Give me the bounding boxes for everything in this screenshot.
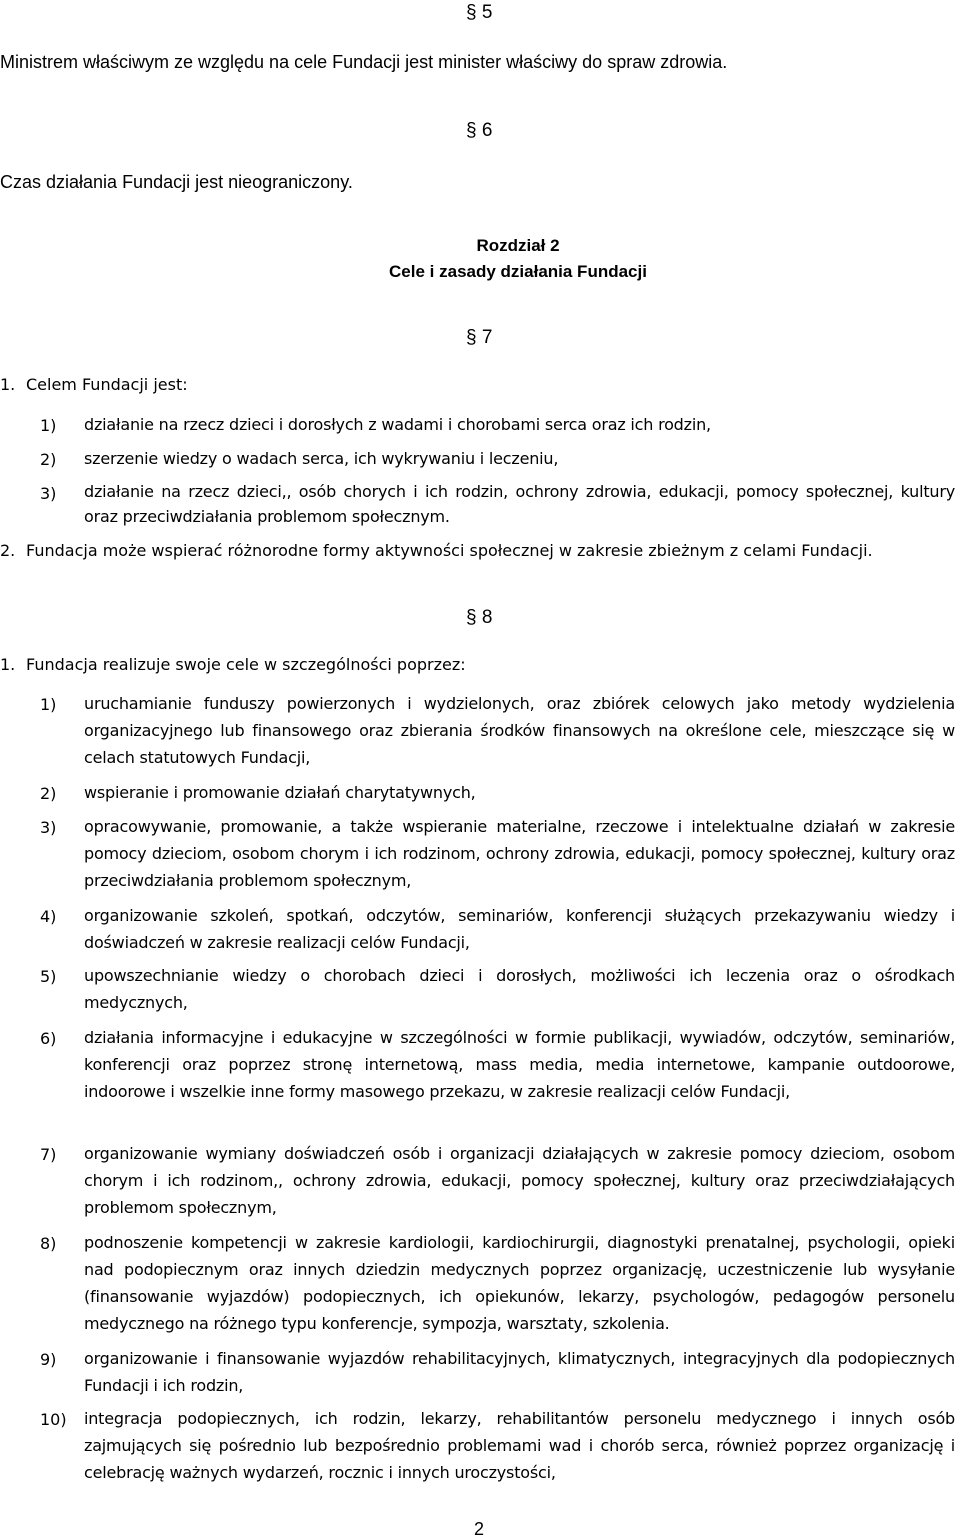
page-number: 2	[474, 1519, 485, 1539]
sec8-item-text: wspieranie i promowanie działań charytatywnych,	[84, 783, 476, 802]
sec7-point-1-text: Celem Fundacji jest:	[26, 375, 188, 394]
sec8-point-1-number: 1.	[0, 655, 16, 674]
section-5-mark: § 5	[466, 2, 493, 23]
sec8-item-text: podnoszenie kompetencji w zakresie kardiologii, kardiochirurgii, diagnostyki prenatalnej, psychologii, opieki nad podopiecznym oraz innych dziedzin medycznych poprzez organizację, uczestniczenie lub wysyłanie (finansowanie wyjazdów) podopiecznych, ich opiekunów, lekarzy, psychologów, pedagogów personelu medycznego na różnego typu konferencje, sympozja, warsztaty, szkolenia.	[84, 1233, 955, 1333]
sec8-item-text: organizowanie i finansowanie wyjazdów rehabilitacyjnych, klimatycznych, integracyjnych dla podopiecznych Fundacji i ich rodzin,	[84, 1349, 955, 1395]
chapter-title: Rozdział 2	[476, 236, 560, 255]
sec7-item-text: działanie na rzecz dzieci,, osób chorych i ich rodzin, ochrony zdrowia, edukacji, pomocy społecznej, kultury oraz przeciwdziałania problemom społecznym.	[84, 482, 955, 526]
section-6-mark: § 6	[466, 120, 493, 141]
sec7-item-number: 3)	[40, 484, 57, 503]
sec8-point-1-text: Fundacja realizuje swoje cele w szczególności poprzez:	[26, 655, 466, 674]
sec7-item-text: szerzenie wiedzy o wadach serca, ich wykrywaniu i leczeniu,	[84, 449, 559, 468]
section-6-text: Czas działania Fundacji jest nieograniczony.	[0, 172, 353, 192]
sec8-item-number: 6)	[40, 1029, 57, 1048]
section-5-text: Ministrem właściwym ze względu na cele Fundacji jest minister właściwy do spraw zdrowia.	[0, 52, 728, 72]
sec8-item-number: 9)	[40, 1350, 57, 1369]
sec8-item-number: 10)	[40, 1410, 67, 1429]
sec8-item-text: upowszechnianie wiedzy o chorobach dzieci i dorosłych, możliwości ich leczenia oraz o ośrodkach medycznych,	[84, 966, 955, 1012]
sec8-item-number: 5)	[40, 967, 57, 986]
sec8-item-number: 8)	[40, 1234, 57, 1253]
sec8-item-number: 1)	[40, 695, 57, 714]
sec8-item-text: działania informacyjne i edukacyjne w szczególności w formie publikacji, wywiadów, odczytów, seminariów, konferencji oraz poprzez stronę internetową, mass media, media internetowe, kampanie outdoorowe, indoorowe i wszelkie inne formy masowego przekazu, w zakresie realizacji celów Fundacji,	[84, 1028, 955, 1101]
sec7-point-2-number: 2.	[0, 541, 16, 560]
sec7-item-number: 1)	[40, 416, 57, 435]
sec8-item-text: opracowywanie, promowanie, a także wspieranie materialne, rzeczowe i intelektualne działań w zakresie pomocy dzieciom, osobom chorym i ich rodzinom, ochrony zdrowia, edukacji, pomocy społecznej, kultury oraz przeciwdziałania problemom społecznym,	[84, 817, 955, 890]
section-7-mark: § 7	[466, 327, 493, 348]
sec7-point-1-number: 1.	[0, 375, 16, 394]
sec8-item-text: organizowanie szkoleń, spotkań, odczytów, seminariów, konferencji służących przekazywaniu wiedzy i doświadczeń w zakresie realizacji celów Fundacji,	[84, 906, 955, 952]
section-8-mark: § 8	[466, 607, 493, 628]
sec7-point-2-text: Fundacja może wspierać różnorodne formy aktywności społecznej w zakresie zbieżnym z celami Fundacji.	[26, 541, 873, 560]
sec8-item-number: 7)	[40, 1145, 57, 1164]
sec8-item-text: integracja podopiecznych, ich rodzin, lekarzy, rehabilitantów personelu medycznego i innych osób zajmujących się pośrednio lub bezpośrednio problemami wad i chorób serca, również poprzez organizację i celebrację ważnych wydarzeń, rocznic i innych uroczystości,	[84, 1409, 955, 1482]
sec8-item-number: 2)	[40, 784, 57, 803]
chapter-subtitle: Cele i zasady działania Fundacji	[389, 262, 647, 281]
sec8-item-text: uruchamianie funduszy powierzonych i wydzielonych, oraz zbiórek celowych jako metody wydzielenia organizacyjnego lub finansowego oraz zbierania środków finansowych na określone cele, mieszczące się w celach statutowych Fundacji,	[84, 694, 955, 767]
sec7-item-number: 2)	[40, 450, 57, 469]
sec8-item-number: 3)	[40, 818, 57, 837]
sec8-item-number: 4)	[40, 907, 57, 926]
sec8-item-text: organizowanie wymiany doświadczeń osób i organizacji działających w zakresie pomocy dzieciom, osobom chorym i ich rodzinom,, ochrony zdrowia, edukacji, pomocy społecznej, kultury oraz przeciwdziałających problemom społecznym,	[84, 1144, 955, 1217]
sec7-item-text: działanie na rzecz dzieci i dorosłych z wadami i chorobami serca oraz ich rodzin,	[84, 415, 711, 434]
